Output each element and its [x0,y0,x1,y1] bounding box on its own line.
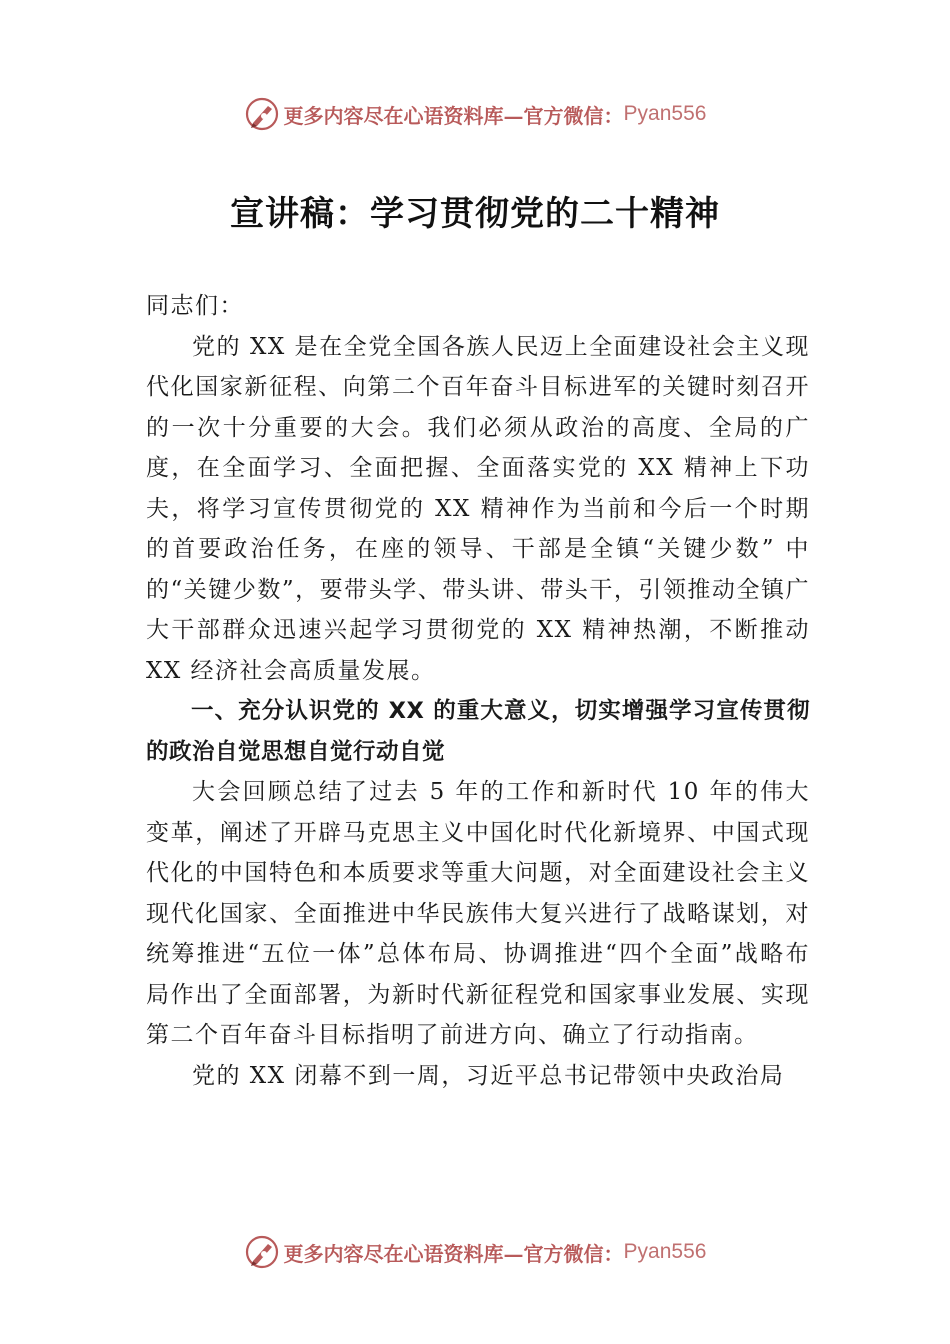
footer-watermark [0,1230,950,1274]
document-title: 宣讲稿：学习贯彻党的二十精神 [230,194,720,234]
watermark-text: 更多内容尽在心语资料库—官方微信： [283,103,624,128]
body-paragraph: 党的 XX 闭幕不到一周，习近平总书记带领中央政治局 [192,1062,785,1089]
body-paragraph: 大会回顾总结了过去 5 年的工作和新时代 10 年的伟大变革，阐述了开辟马克思主义中国化时代化新境界、中国式现代化的中国特色和本质要求等重大问题，对全面建设社会主义现代化国家、全面推进中华民族伟大复兴进行了战略谋划，对统筹推进“五位一体”总体布局、协调推进“四个全面”战略布局作出了全面部署，为新时代新征程党和国家事业发展、实现第二个百年奋斗目标指明了前进方向、确立了行动指南。 [146,779,810,1048]
header-watermark [0,92,950,136]
section-heading: 一、充分认识党的 XX 的重大意义，切实增强学习宣传贯彻的政治自觉思想自觉行动自觉 [146,698,810,765]
watermark-text: 更多内容尽在心语资料库—官方微信： [283,1241,624,1266]
body-paragraph: 党的 XX 是在全党全国各族人民迈上全面建设社会主义现代化国家新征程、向第二个百年奋斗目标进军的关键时刻召开的一次十分重要的大会。我们必须从政治的高度、全局的广度，在全面学习、全面把握、全面落实党的 XX 精神上下功夫，将学习宣传贯彻党的 XX 精神作为当前和今后一个时期的首要政治任务，在座的领导、干部是全镇“关键少数” 中的“关键少数”，要带头学、带头讲、带头干，引领推动全镇广大干部群众迅速兴起学习贯彻党的 XX 精神热潮，不断推动 XX 经济社会高质量发展。 [146,333,810,684]
pen-logo-icon [244,96,280,132]
salutation: 同志们： [146,293,244,319]
document-body [146,286,810,1096]
pen-logo-icon [244,1234,280,1270]
watermark-wechat-id: Pyan556 [623,1240,707,1263]
watermark-wechat-id: Pyan556 [623,102,707,125]
